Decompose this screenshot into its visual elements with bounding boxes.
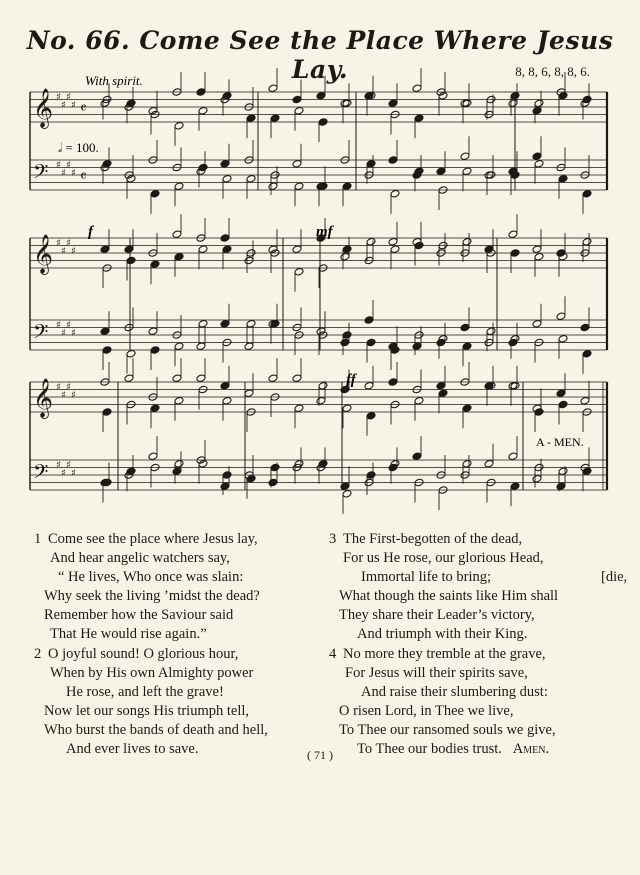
- svg-text:♯: ♯: [71, 100, 76, 111]
- verse-line: No more they tremble at the grave,: [343, 646, 546, 662]
- svg-text:♯: ♯: [71, 390, 76, 401]
- svg-text:𝄞: 𝄞: [33, 378, 54, 418]
- verse-line: For Jesus will their spirits save,: [345, 665, 528, 681]
- dynamic-forte: f: [88, 224, 93, 240]
- metronome-marking: 𝅗𝅥 = 100.: [58, 140, 99, 155]
- verse-line: O risen Lord, in Thee we live,: [339, 703, 514, 719]
- verse-1: [34, 530, 260, 644]
- meter-label: 8, 8, 6, 8, 8, 6.: [515, 64, 590, 79]
- verse-4: [329, 645, 556, 759]
- svg-text:♯: ♯: [56, 160, 61, 171]
- svg-text:♯: ♯: [71, 328, 76, 339]
- verse-number: 1: [34, 531, 42, 547]
- svg-text:♯: ♯: [66, 460, 71, 471]
- tempo-marking: With spirit.: [85, 73, 143, 88]
- dynamic-fortissimo: ff: [346, 372, 356, 388]
- svg-text:♯: ♯: [66, 160, 71, 171]
- verse-overflow-word: [die,: [601, 569, 628, 585]
- verse-line: Who burst the bands of death and hell,: [44, 722, 268, 738]
- verse-line: When by His own Almighty power: [50, 665, 254, 681]
- svg-text:♯: ♯: [71, 246, 76, 257]
- svg-text:♯: ♯: [56, 382, 61, 393]
- svg-text:𝄢: 𝄢: [33, 320, 49, 348]
- svg-text:♯: ♯: [56, 92, 61, 103]
- verse-line-text: To Thee our bodies trust.: [357, 741, 502, 757]
- verse-line: And triumph with their King.: [357, 626, 528, 642]
- verse-line: For us He rose, our glorious Head,: [343, 550, 544, 566]
- svg-text:♯: ♯: [66, 92, 71, 103]
- verse-line: They share their Leader’s victory,: [339, 607, 535, 623]
- svg-text:♯: ♯: [61, 328, 66, 339]
- page-number: ( 71 ): [307, 748, 333, 762]
- svg-text:♯: ♯: [61, 468, 66, 479]
- verse-line: He rose, and left the grave!: [66, 684, 224, 700]
- svg-text:♯: ♯: [56, 320, 61, 331]
- verse-3: [329, 530, 628, 644]
- verse-line: And raise their slumbering dust:: [361, 684, 548, 700]
- verse-line: And hear angelic watchers say,: [50, 550, 230, 566]
- verse-2: [34, 645, 268, 759]
- svg-text:𝄞: 𝄞: [33, 88, 54, 128]
- svg-text:𝄢: 𝄢: [33, 160, 49, 188]
- svg-text:♯: ♯: [71, 168, 76, 179]
- verse-line: What though the saints like Him shall: [339, 588, 559, 604]
- dynamic-mezzo-forte: mf: [316, 224, 333, 240]
- verse-line: To Thee our ransomed souls we give,: [339, 722, 556, 738]
- svg-text:♯: ♯: [66, 320, 71, 331]
- svg-text:♯: ♯: [56, 460, 61, 471]
- verse-number: 2: [34, 646, 42, 662]
- verse-line: “ He lives, Who once was slain:: [58, 569, 244, 585]
- svg-text:♯: ♯: [66, 382, 71, 393]
- amen-label: A - MEN.: [536, 435, 584, 449]
- verse-line: Immortal life to bring;: [361, 569, 492, 585]
- svg-text:𝄴: 𝄴: [80, 167, 87, 185]
- verse-number: 3: [329, 531, 337, 547]
- svg-text:♯: ♯: [66, 238, 71, 249]
- verse-line: Remember how the Saviour said: [44, 607, 234, 623]
- svg-text:♯: ♯: [61, 100, 66, 111]
- svg-text:𝄴: 𝄴: [80, 99, 87, 117]
- svg-text:♯: ♯: [61, 168, 66, 179]
- staves: [30, 68, 607, 514]
- verse-line: And ever lives to save.: [66, 741, 199, 757]
- svg-text:♯: ♯: [61, 246, 66, 257]
- hymn-title: No. 66. Come See the Place Where Jesus Lay.: [26, 26, 614, 84]
- verse-line: Why seek the living ’midst the dead?: [44, 588, 260, 604]
- svg-text:𝄢: 𝄢: [33, 460, 49, 488]
- verse-line: Now let our songs His triumph tell,: [44, 703, 250, 719]
- verse-number: 4: [329, 646, 337, 662]
- verse-line: Come see the place where Jesus lay,: [48, 531, 258, 547]
- svg-text:♯: ♯: [56, 238, 61, 249]
- verse-line: O joyful sound! O glorious hour,: [48, 646, 239, 662]
- verse-amen: Amen.: [512, 741, 550, 757]
- svg-text:𝄞: 𝄞: [33, 234, 54, 274]
- verse-line: The First-begotten of the dead,: [343, 531, 523, 547]
- svg-text:♯: ♯: [71, 468, 76, 479]
- svg-text:♯: ♯: [61, 390, 66, 401]
- verse-line: That He would rise again.”: [50, 626, 207, 642]
